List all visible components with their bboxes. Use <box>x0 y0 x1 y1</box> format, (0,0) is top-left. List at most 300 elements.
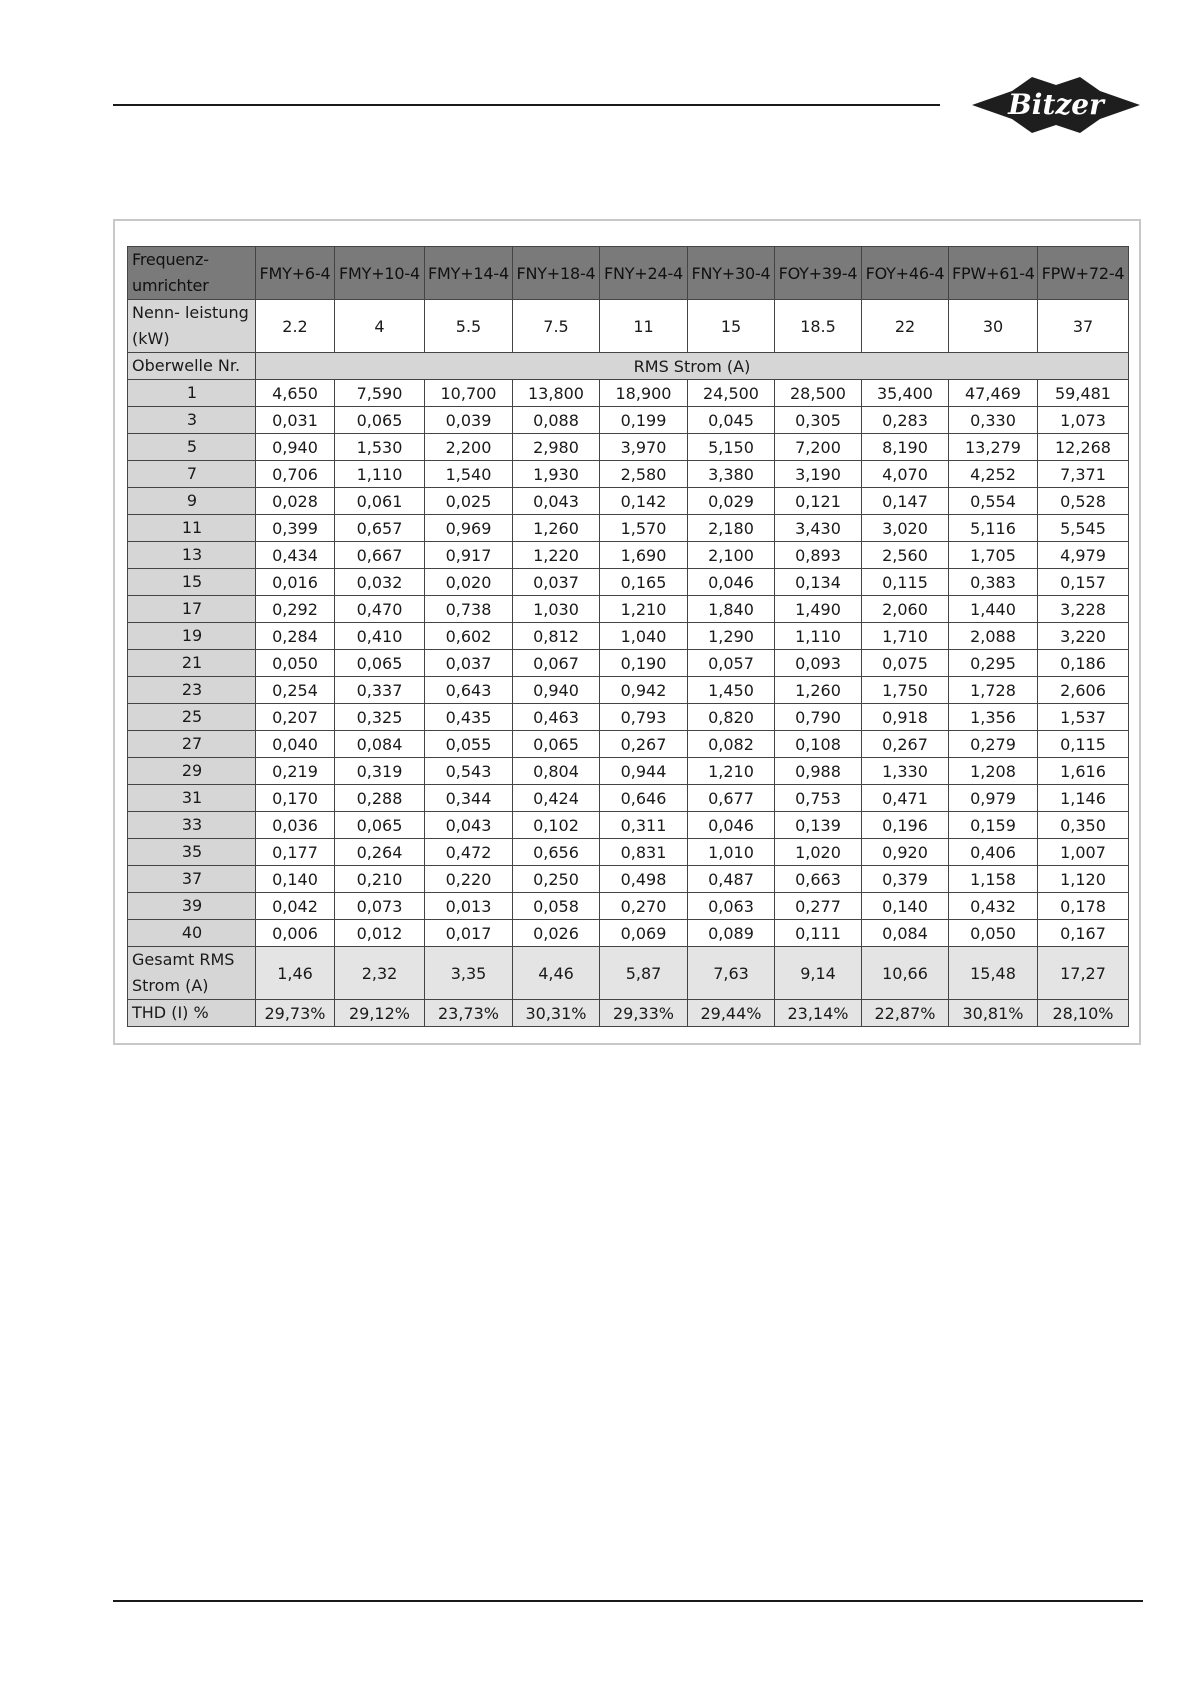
harmonic-value: 1,290 <box>688 623 775 650</box>
harmonic-value: 0,663 <box>775 866 862 893</box>
bitzer-logo <box>970 75 1142 135</box>
harmonic-value: 0,017 <box>425 920 513 947</box>
model-header: FNY+24-4 <box>600 247 688 300</box>
harmonic-value: 0,528 <box>1038 488 1129 515</box>
section-title: RMS Strom (A) <box>256 353 1129 380</box>
harmonic-value: 0,093 <box>775 650 862 677</box>
harmonic-number: 23 <box>128 677 256 704</box>
total-cell: 2,32 <box>335 947 425 1000</box>
harmonic-row <box>128 839 1129 866</box>
harmonic-value: 0,940 <box>256 434 335 461</box>
harmonic-value: 0,677 <box>688 785 775 812</box>
harmonic-value: 12,268 <box>1038 434 1129 461</box>
harmonic-value: 7,200 <box>775 434 862 461</box>
harmonic-value: 0,667 <box>335 542 425 569</box>
harmonic-row <box>128 866 1129 893</box>
model-header: FNY+30-4 <box>688 247 775 300</box>
harmonic-value: 0,073 <box>335 893 425 920</box>
harmonic-value: 1,750 <box>862 677 949 704</box>
harmonic-value: 0,026 <box>513 920 600 947</box>
model-header: FPW+72-4 <box>1038 247 1129 300</box>
harmonic-row <box>128 920 1129 947</box>
thd-cell: 23,14% <box>775 1000 862 1027</box>
harmonic-row <box>128 380 1129 407</box>
harmonic-value: 0,089 <box>688 920 775 947</box>
harmonic-row <box>128 677 1129 704</box>
harmonic-value: 0,108 <box>775 731 862 758</box>
harmonic-value: 0,463 <box>513 704 600 731</box>
harmonic-value: 0,471 <box>862 785 949 812</box>
harmonic-value: 0,055 <box>425 731 513 758</box>
harmonic-value: 3,970 <box>600 434 688 461</box>
harmonic-value: 1,146 <box>1038 785 1129 812</box>
harmonic-value: 2,200 <box>425 434 513 461</box>
thd-cell: 23,73% <box>425 1000 513 1027</box>
harmonic-value: 13,279 <box>949 434 1038 461</box>
power-cell: 5.5 <box>425 300 513 353</box>
harmonic-row <box>128 623 1129 650</box>
harmonic-value: 1,040 <box>600 623 688 650</box>
harmonic-value: 0,325 <box>335 704 425 731</box>
harmonic-value: 0,157 <box>1038 569 1129 596</box>
harmonic-value: 0,031 <box>256 407 335 434</box>
harmonic-value: 3,228 <box>1038 596 1129 623</box>
harmonic-row <box>128 569 1129 596</box>
harmonic-value: 3,220 <box>1038 623 1129 650</box>
harmonic-number: 1 <box>128 380 256 407</box>
harmonic-value: 0,602 <box>425 623 513 650</box>
power-cell: 2.2 <box>256 300 335 353</box>
harmonic-value: 0,820 <box>688 704 775 731</box>
harmonic-number: 25 <box>128 704 256 731</box>
harmonic-value: 1,260 <box>775 677 862 704</box>
harmonic-value: 0,543 <box>425 758 513 785</box>
total-cell: 3,35 <box>425 947 513 1000</box>
harmonics-table <box>127 246 1129 1027</box>
harmonic-value: 0,028 <box>256 488 335 515</box>
harmonic-value: 1,440 <box>949 596 1038 623</box>
harmonic-number: 35 <box>128 839 256 866</box>
harmonic-row <box>128 461 1129 488</box>
harmonic-value: 1,540 <box>425 461 513 488</box>
thd-cell: 29,33% <box>600 1000 688 1027</box>
harmonic-value: 0,472 <box>425 839 513 866</box>
harmonic-value: 0,277 <box>775 893 862 920</box>
header-rule <box>113 104 940 106</box>
power-cell: 18.5 <box>775 300 862 353</box>
harmonic-number: 40 <box>128 920 256 947</box>
harmonic-value: 3,190 <box>775 461 862 488</box>
harmonic-value: 0,410 <box>335 623 425 650</box>
harmonic-value: 1,710 <box>862 623 949 650</box>
harmonic-value: 5,150 <box>688 434 775 461</box>
harmonic-value: 0,812 <box>513 623 600 650</box>
harmonic-value: 18,900 <box>600 380 688 407</box>
harmonic-value: 2,560 <box>862 542 949 569</box>
harmonic-value: 1,570 <box>600 515 688 542</box>
harmonic-value: 4,650 <box>256 380 335 407</box>
thd-cell: 30,31% <box>513 1000 600 1027</box>
harmonic-row <box>128 596 1129 623</box>
harmonic-value: 0,893 <box>775 542 862 569</box>
harmonic-value: 2,980 <box>513 434 600 461</box>
harmonic-value: 10,700 <box>425 380 513 407</box>
harmonic-value: 1,208 <box>949 758 1038 785</box>
harmonic-number: 37 <box>128 866 256 893</box>
harmonic-value: 0,190 <box>600 650 688 677</box>
model-header: FMY+6-4 <box>256 247 335 300</box>
harmonic-value: 1,073 <box>1038 407 1129 434</box>
harmonic-value: 0,283 <box>862 407 949 434</box>
harmonic-value: 0,790 <box>775 704 862 731</box>
harmonic-value: 0,988 <box>775 758 862 785</box>
harmonic-value: 0,920 <box>862 839 949 866</box>
harmonic-value: 1,030 <box>513 596 600 623</box>
harmonic-row <box>128 758 1129 785</box>
power-cell: 15 <box>688 300 775 353</box>
harmonic-number: 33 <box>128 812 256 839</box>
total-cell: 4,46 <box>513 947 600 1000</box>
harmonic-value: 0,029 <box>688 488 775 515</box>
harmonic-value: 0,199 <box>600 407 688 434</box>
harmonic-value: 0,942 <box>600 677 688 704</box>
harmonic-value: 5,116 <box>949 515 1038 542</box>
harmonic-value: 0,111 <box>775 920 862 947</box>
harmonic-value: 0,065 <box>335 407 425 434</box>
thd-cell: 28,10% <box>1038 1000 1129 1027</box>
harmonic-value: 0,383 <box>949 569 1038 596</box>
harmonic-value: 0,063 <box>688 893 775 920</box>
harmonic-value: 3,430 <box>775 515 862 542</box>
harmonic-value: 0,804 <box>513 758 600 785</box>
harmonic-row <box>128 515 1129 542</box>
harmonic-value: 0,065 <box>335 650 425 677</box>
harmonic-value: 0,219 <box>256 758 335 785</box>
harmonic-value: 1,120 <box>1038 866 1129 893</box>
harmonic-value: 0,979 <box>949 785 1038 812</box>
harmonic-number: 3 <box>128 407 256 434</box>
total-cell: 10,66 <box>862 947 949 1000</box>
harmonic-value: 0,646 <box>600 785 688 812</box>
power-cell: 22 <box>862 300 949 353</box>
harmonic-value: 1,840 <box>688 596 775 623</box>
harmonic-row <box>128 407 1129 434</box>
harmonic-value: 0,793 <box>600 704 688 731</box>
harmonic-value: 1,220 <box>513 542 600 569</box>
harmonic-value: 0,061 <box>335 488 425 515</box>
model-header: FMY+10-4 <box>335 247 425 300</box>
power-row <box>128 300 1129 353</box>
harmonic-value: 0,020 <box>425 569 513 596</box>
harmonic-value: 0,706 <box>256 461 335 488</box>
harmonic-value: 1,530 <box>335 434 425 461</box>
harmonic-value: 4,979 <box>1038 542 1129 569</box>
harmonic-value: 1,110 <box>775 623 862 650</box>
harmonic-value: 1,007 <box>1038 839 1129 866</box>
harmonic-value: 7,590 <box>335 380 425 407</box>
harmonic-value: 59,481 <box>1038 380 1129 407</box>
logo-text: Bitzer <box>1008 88 1104 121</box>
harmonic-value: 1,330 <box>862 758 949 785</box>
total-label: Gesamt RMS Strom (A) <box>128 947 256 1000</box>
harmonic-number: 39 <box>128 893 256 920</box>
harmonic-value: 1,158 <box>949 866 1038 893</box>
harmonic-value: 0,210 <box>335 866 425 893</box>
harmonic-value: 0,043 <box>513 488 600 515</box>
harmonic-value: 0,084 <box>862 920 949 947</box>
harmonic-value: 0,295 <box>949 650 1038 677</box>
harmonic-row <box>128 812 1129 839</box>
total-cell: 9,14 <box>775 947 862 1000</box>
harmonic-value: 0,142 <box>600 488 688 515</box>
thd-cell: 22,87% <box>862 1000 949 1027</box>
harmonic-value: 0,434 <box>256 542 335 569</box>
thd-cell: 29,73% <box>256 1000 335 1027</box>
harmonic-number: 15 <box>128 569 256 596</box>
harmonic-value: 0,037 <box>513 569 600 596</box>
harmonic-number: 19 <box>128 623 256 650</box>
harmonic-value: 0,121 <box>775 488 862 515</box>
harmonic-number: 27 <box>128 731 256 758</box>
harmonic-value: 8,190 <box>862 434 949 461</box>
harmonic-value: 0,065 <box>513 731 600 758</box>
harmonic-value: 0,134 <box>775 569 862 596</box>
harmonic-value: 0,050 <box>949 920 1038 947</box>
harmonic-value: 0,140 <box>862 893 949 920</box>
harmonic-value: 1,490 <box>775 596 862 623</box>
harmonic-value: 0,032 <box>335 569 425 596</box>
harmonic-value: 5,545 <box>1038 515 1129 542</box>
harmonic-value: 0,344 <box>425 785 513 812</box>
harmonic-value: 0,399 <box>256 515 335 542</box>
harmonic-row <box>128 488 1129 515</box>
thd-cell: 29,44% <box>688 1000 775 1027</box>
harmonic-value: 1,110 <box>335 461 425 488</box>
harmonic-value: 1,260 <box>513 515 600 542</box>
harmonic-value: 0,050 <box>256 650 335 677</box>
footer-rule <box>113 1600 1143 1602</box>
harmonic-value: 0,025 <box>425 488 513 515</box>
harmonic-value: 2,060 <box>862 596 949 623</box>
harmonic-value: 1,010 <box>688 839 775 866</box>
harmonic-number: 29 <box>128 758 256 785</box>
harmonic-value: 0,139 <box>775 812 862 839</box>
harmonic-number: 21 <box>128 650 256 677</box>
harmonic-value: 1,728 <box>949 677 1038 704</box>
harmonic-value: 0,831 <box>600 839 688 866</box>
harmonic-value: 0,115 <box>862 569 949 596</box>
harmonic-value: 1,537 <box>1038 704 1129 731</box>
harmonic-value: 1,356 <box>949 704 1038 731</box>
model-header-row <box>128 247 1129 300</box>
harmonic-value: 4,070 <box>862 461 949 488</box>
harmonic-value: 0,178 <box>1038 893 1129 920</box>
harmonic-value: 0,435 <box>425 704 513 731</box>
harmonic-value: 0,167 <box>1038 920 1129 947</box>
total-cell: 7,63 <box>688 947 775 1000</box>
harmonic-value: 0,196 <box>862 812 949 839</box>
thd-row <box>128 1000 1129 1027</box>
harmonic-value: 0,058 <box>513 893 600 920</box>
harmonic-value: 0,115 <box>1038 731 1129 758</box>
header-label: Frequenz-umrichter <box>128 247 256 300</box>
harmonic-value: 0,065 <box>335 812 425 839</box>
harmonic-value: 0,917 <box>425 542 513 569</box>
harmonic-value: 0,753 <box>775 785 862 812</box>
harmonic-number: 9 <box>128 488 256 515</box>
harmonic-value: 0,554 <box>949 488 1038 515</box>
harmonic-value: 0,177 <box>256 839 335 866</box>
section-label: Oberwelle Nr. <box>128 353 256 380</box>
harmonic-value: 0,069 <box>600 920 688 947</box>
harmonic-value: 0,738 <box>425 596 513 623</box>
harmonic-value: 0,406 <box>949 839 1038 866</box>
harmonic-value: 0,424 <box>513 785 600 812</box>
section-row <box>128 353 1129 380</box>
harmonic-value: 47,469 <box>949 380 1038 407</box>
thd-cell: 29,12% <box>335 1000 425 1027</box>
harmonic-value: 1,705 <box>949 542 1038 569</box>
harmonic-number: 7 <box>128 461 256 488</box>
harmonic-value: 24,500 <box>688 380 775 407</box>
harmonic-value: 0,944 <box>600 758 688 785</box>
harmonic-value: 0,288 <box>335 785 425 812</box>
total-cell: 1,46 <box>256 947 335 1000</box>
harmonic-value: 0,012 <box>335 920 425 947</box>
harmonic-value: 1,210 <box>688 758 775 785</box>
power-cell: 37 <box>1038 300 1129 353</box>
harmonic-value: 2,580 <box>600 461 688 488</box>
harmonic-value: 4,252 <box>949 461 1038 488</box>
harmonic-value: 1,020 <box>775 839 862 866</box>
harmonic-value: 3,380 <box>688 461 775 488</box>
harmonic-row <box>128 785 1129 812</box>
harmonic-value: 0,037 <box>425 650 513 677</box>
harmonic-number: 13 <box>128 542 256 569</box>
harmonic-value: 1,690 <box>600 542 688 569</box>
harmonic-value: 0,498 <box>600 866 688 893</box>
harmonic-value: 0,075 <box>862 650 949 677</box>
thd-label: THD (I) % <box>128 1000 256 1027</box>
power-cell: 11 <box>600 300 688 353</box>
power-cell: 4 <box>335 300 425 353</box>
harmonic-value: 0,140 <box>256 866 335 893</box>
harmonic-value: 0,284 <box>256 623 335 650</box>
harmonic-value: 0,279 <box>949 731 1038 758</box>
model-header: FNY+18-4 <box>513 247 600 300</box>
harmonic-value: 0,159 <box>949 812 1038 839</box>
total-cell: 5,87 <box>600 947 688 1000</box>
harmonic-value: 0,267 <box>600 731 688 758</box>
model-header: FOY+39-4 <box>775 247 862 300</box>
harmonic-value: 3,020 <box>862 515 949 542</box>
total-cell: 17,27 <box>1038 947 1129 1000</box>
harmonic-value: 0,039 <box>425 407 513 434</box>
harmonic-value: 0,040 <box>256 731 335 758</box>
harmonic-row <box>128 704 1129 731</box>
harmonic-value: 0,088 <box>513 407 600 434</box>
total-row <box>128 947 1129 1000</box>
harmonic-value: 0,084 <box>335 731 425 758</box>
harmonic-value: 0,013 <box>425 893 513 920</box>
harmonic-value: 0,319 <box>335 758 425 785</box>
harmonic-value: 0,016 <box>256 569 335 596</box>
harmonic-value: 0,292 <box>256 596 335 623</box>
harmonic-value: 0,036 <box>256 812 335 839</box>
harmonic-value: 28,500 <box>775 380 862 407</box>
harmonic-value: 2,606 <box>1038 677 1129 704</box>
harmonic-number: 11 <box>128 515 256 542</box>
harmonic-value: 0,102 <box>513 812 600 839</box>
power-label: Nenn- leistung (kW) <box>128 300 256 353</box>
thd-cell: 30,81% <box>949 1000 1038 1027</box>
harmonic-row <box>128 542 1129 569</box>
harmonic-number: 17 <box>128 596 256 623</box>
harmonic-value: 0,170 <box>256 785 335 812</box>
harmonic-row <box>128 893 1129 920</box>
power-cell: 30 <box>949 300 1038 353</box>
model-header: FOY+46-4 <box>862 247 949 300</box>
harmonic-value: 2,100 <box>688 542 775 569</box>
harmonic-value: 0,043 <box>425 812 513 839</box>
harmonic-number: 31 <box>128 785 256 812</box>
total-cell: 15,48 <box>949 947 1038 1000</box>
harmonic-value: 0,643 <box>425 677 513 704</box>
harmonic-value: 0,969 <box>425 515 513 542</box>
harmonic-number: 5 <box>128 434 256 461</box>
harmonic-value: 0,267 <box>862 731 949 758</box>
harmonic-value: 0,311 <box>600 812 688 839</box>
model-header: FMY+14-4 <box>425 247 513 300</box>
harmonic-value: 2,180 <box>688 515 775 542</box>
harmonic-value: 0,470 <box>335 596 425 623</box>
harmonic-value: 0,337 <box>335 677 425 704</box>
harmonic-value: 35,400 <box>862 380 949 407</box>
harmonic-value: 0,250 <box>513 866 600 893</box>
harmonic-value: 0,042 <box>256 893 335 920</box>
harmonic-value: 0,045 <box>688 407 775 434</box>
harmonic-value: 0,220 <box>425 866 513 893</box>
harmonic-value: 0,656 <box>513 839 600 866</box>
harmonic-value: 0,657 <box>335 515 425 542</box>
harmonic-value: 1,616 <box>1038 758 1129 785</box>
harmonic-value: 2,088 <box>949 623 1038 650</box>
harmonic-value: 0,918 <box>862 704 949 731</box>
harmonic-value: 0,254 <box>256 677 335 704</box>
harmonic-value: 0,270 <box>600 893 688 920</box>
harmonic-value: 0,082 <box>688 731 775 758</box>
harmonic-value: 1,210 <box>600 596 688 623</box>
harmonic-value: 0,165 <box>600 569 688 596</box>
harmonic-value: 0,264 <box>335 839 425 866</box>
harmonic-value: 13,800 <box>513 380 600 407</box>
harmonic-row <box>128 731 1129 758</box>
harmonic-value: 0,067 <box>513 650 600 677</box>
harmonic-value: 0,940 <box>513 677 600 704</box>
harmonic-value: 0,046 <box>688 569 775 596</box>
harmonic-value: 0,432 <box>949 893 1038 920</box>
harmonic-value: 0,057 <box>688 650 775 677</box>
harmonic-value: 0,046 <box>688 812 775 839</box>
harmonic-row <box>128 650 1129 677</box>
harmonic-value: 0,006 <box>256 920 335 947</box>
harmonic-value: 0,330 <box>949 407 1038 434</box>
harmonic-value: 0,147 <box>862 488 949 515</box>
power-cell: 7.5 <box>513 300 600 353</box>
harmonic-value: 0,186 <box>1038 650 1129 677</box>
harmonic-value: 0,207 <box>256 704 335 731</box>
harmonic-value: 0,487 <box>688 866 775 893</box>
